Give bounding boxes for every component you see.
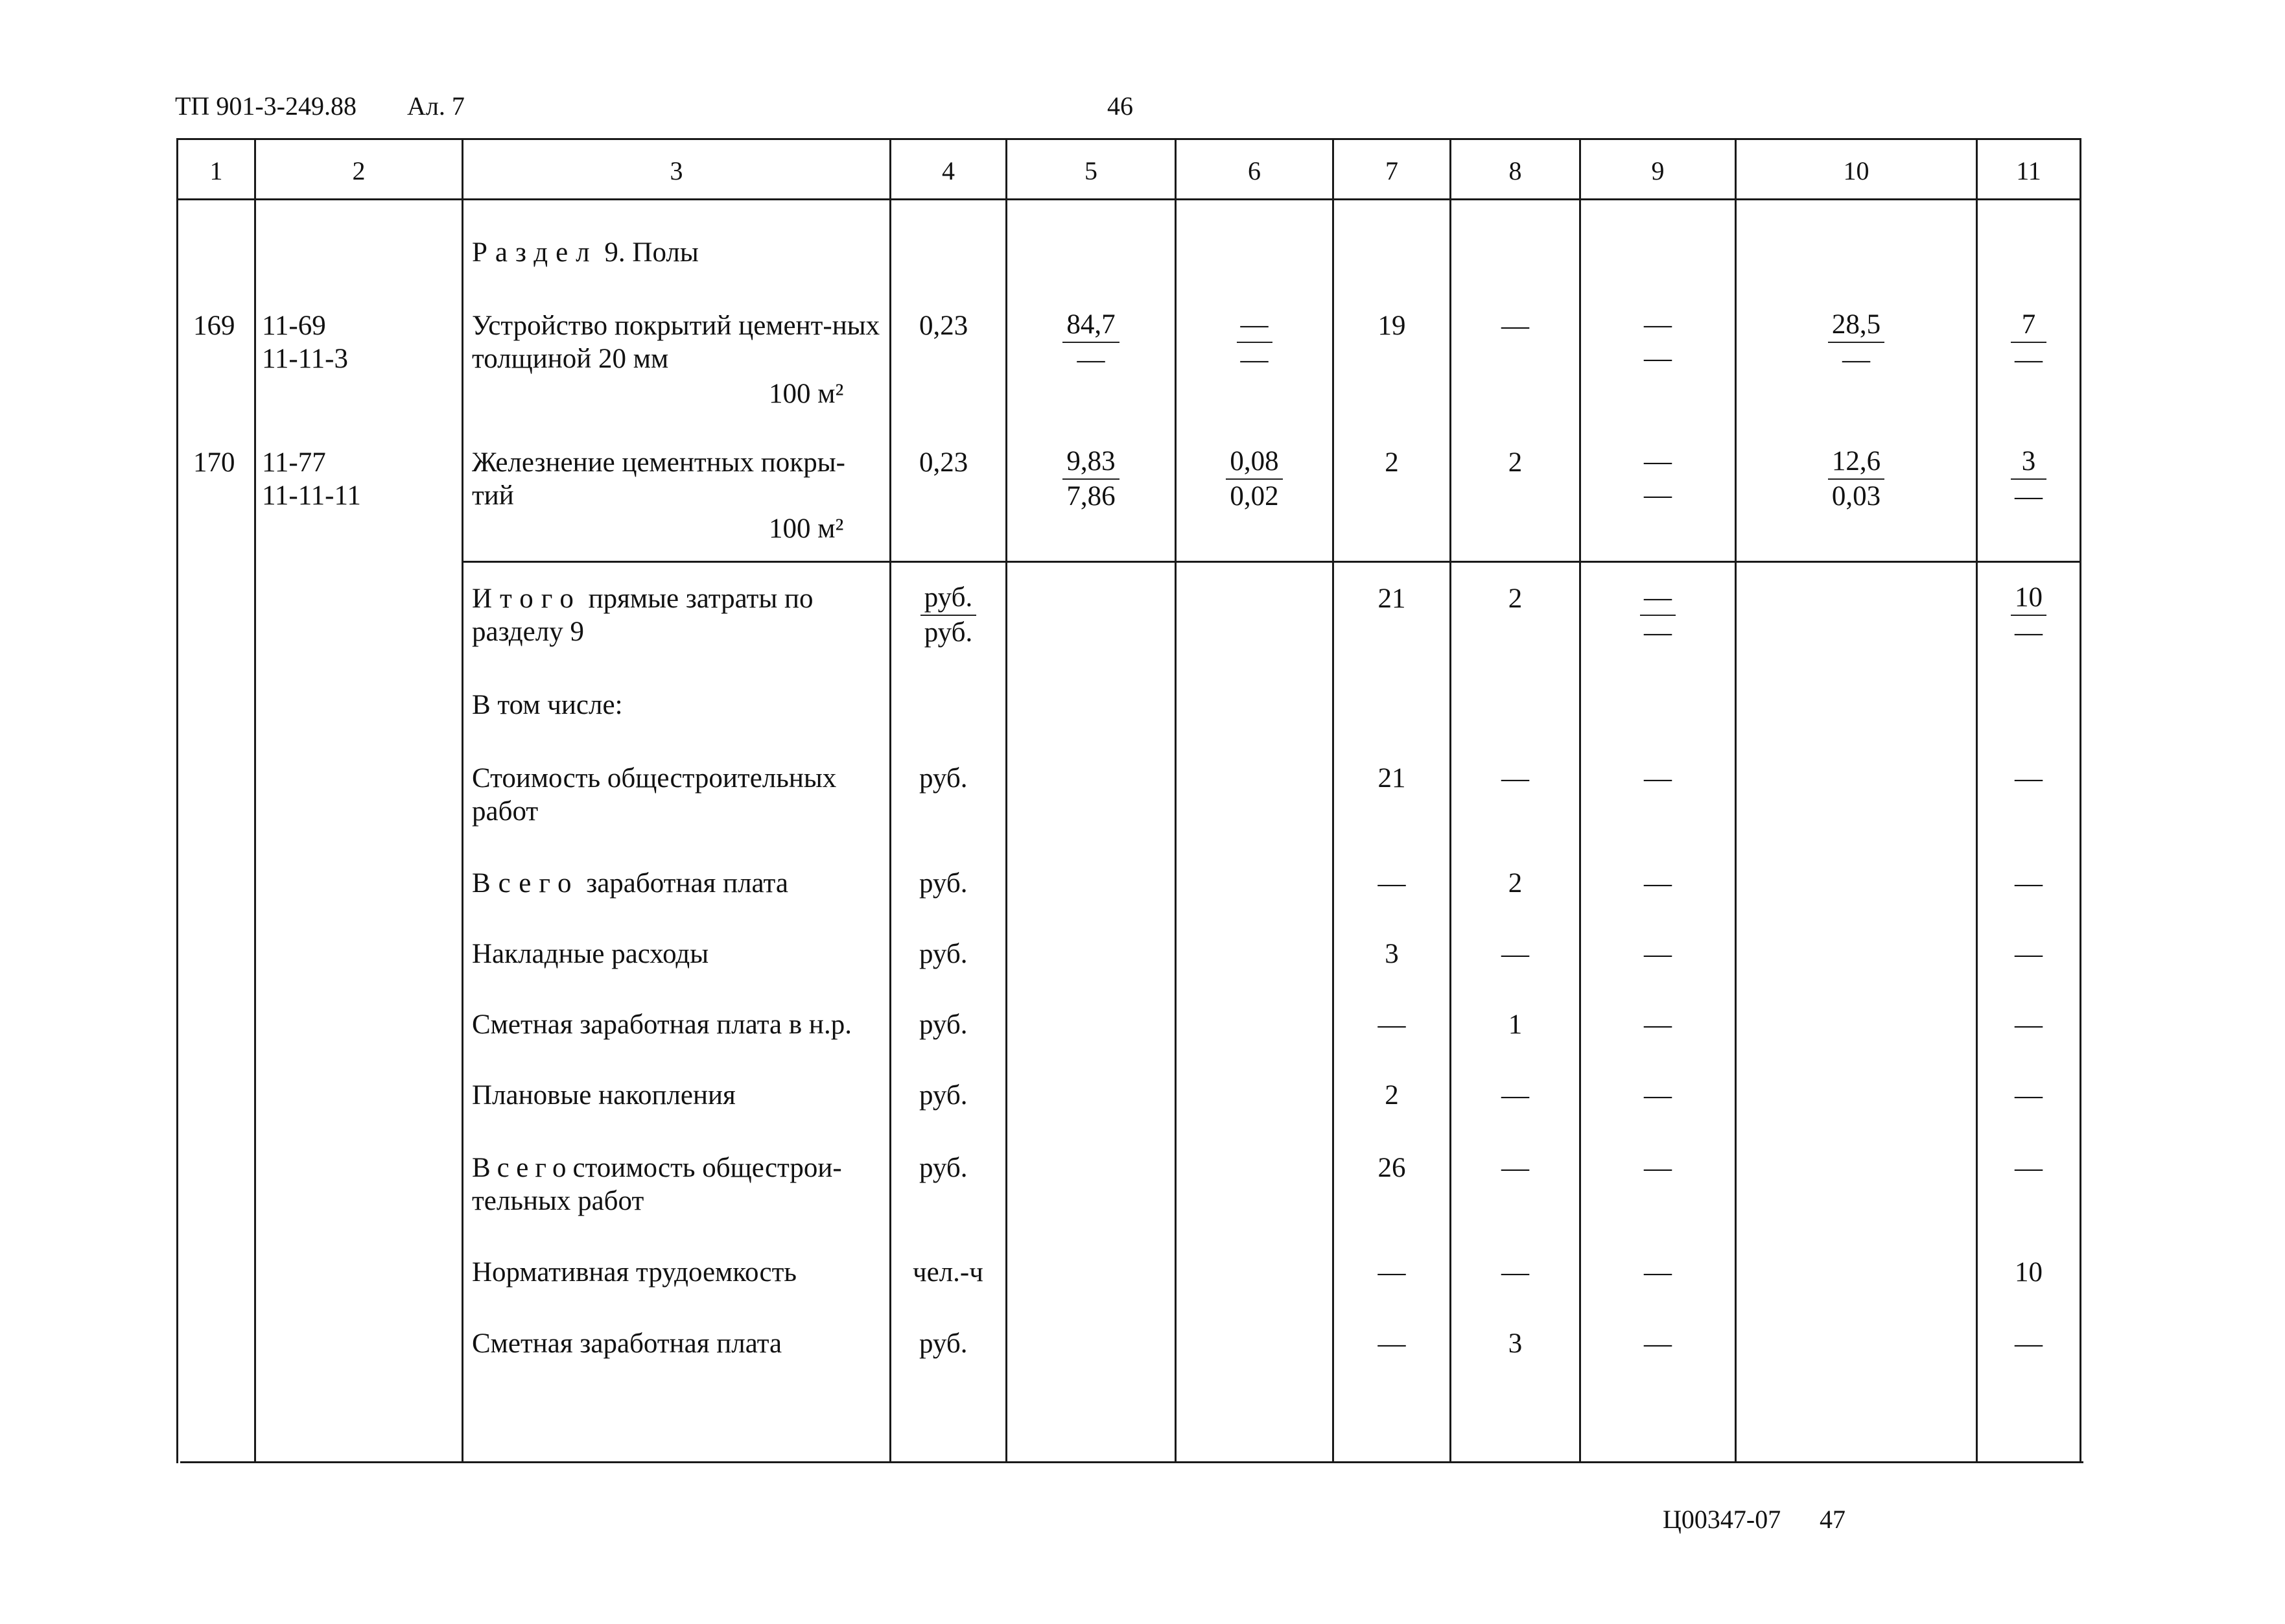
col9-value: — —	[1644, 309, 1672, 373]
total-label: Итого прямые затраты по	[472, 583, 814, 614]
col-header-2: 2	[352, 156, 366, 185]
summary-col7: —	[1377, 1257, 1406, 1288]
footer-code: Ц00347-07	[1663, 1505, 1781, 1534]
work-name: Железнение цементных покры-тий	[472, 447, 845, 511]
summary-col11: —	[2015, 1009, 2043, 1040]
unit: 100 м²	[769, 513, 844, 544]
total-col11: $\frac{10}{—}$	[1978, 581, 2080, 650]
summary-label: Сметная заработная плата в н.р.	[472, 1009, 852, 1040]
col10-value: $\frac{12,6}{0,03}$	[1737, 445, 1976, 513]
summary-col7: 26	[1377, 1153, 1406, 1183]
summary-label: Всегостоимость общестрои-	[472, 1153, 842, 1183]
col-header-8: 8	[1508, 156, 1522, 185]
summary-col8: —	[1501, 1153, 1529, 1183]
total-col8: 2	[1508, 583, 1523, 614]
summary-unit: руб.	[919, 1328, 968, 1359]
summary-label-line2: тельных работ	[472, 1186, 644, 1216]
unit: 100 м²	[769, 379, 844, 409]
summary-col11: —	[2015, 939, 2043, 969]
norm-code: 11-69	[262, 311, 326, 341]
col-header-9: 9	[1651, 156, 1665, 185]
summary-label: Плановые накопления	[472, 1080, 736, 1111]
summary-unit: руб.	[919, 1009, 968, 1040]
col-header-3: 3	[670, 156, 683, 185]
summary-unit: руб.	[919, 939, 968, 969]
summary-col9: —	[1644, 763, 1672, 794]
col11-value: $\frac{3}{—}$	[1978, 445, 2080, 513]
summary-col7: 21	[1377, 763, 1406, 794]
summary-col8: —	[1501, 939, 1529, 969]
summary-col9: —	[1644, 1328, 1672, 1359]
summary-col11: —	[2015, 763, 2043, 794]
summary-col9: —	[1644, 939, 1672, 969]
summary-col11: —	[2015, 1153, 2043, 1183]
work-name: Устройство покрытий цемент-ных толщиной 20 мм	[472, 311, 880, 374]
summary-col8: —	[1501, 763, 1529, 794]
including-label: В том числе:	[472, 690, 623, 720]
quantity: 0,23	[919, 447, 968, 478]
total-label-line2: разделу 9	[472, 617, 584, 647]
price-code: 11-11-3	[262, 344, 348, 374]
col5-value: $\frac{84,7}{—}$	[1007, 308, 1175, 377]
summary-col9: —	[1644, 1257, 1672, 1288]
summary-col7: —	[1377, 1009, 1406, 1040]
summary-label: Сметная заработная плата	[472, 1328, 782, 1359]
quantity: 0,23	[919, 311, 968, 341]
col10-value: $\frac{28,5}{—}$	[1737, 308, 1976, 377]
col11-value: $\frac{7}{—}$	[1978, 308, 2080, 377]
summary-unit: руб.	[919, 868, 968, 899]
col5-value: $\frac{9,83}{7,86}$	[1007, 445, 1175, 513]
section-title	[472, 236, 699, 269]
row-number: 169	[193, 311, 235, 341]
summary-col7: —	[1377, 868, 1406, 899]
summary-col7: 2	[1385, 1080, 1399, 1111]
summary-unit: руб.	[919, 1080, 968, 1111]
col-header-5: 5	[1084, 156, 1097, 185]
document-code: ТП 901-3-249.88	[175, 91, 357, 121]
album-label: Ал. 7	[407, 91, 465, 121]
summary-label: Всего заработная плата	[472, 868, 788, 899]
summary-unit: руб.	[919, 1153, 968, 1183]
col6-value: $\frac{—}{—}$	[1177, 308, 1332, 377]
summary-label: Накладные расходы	[472, 939, 709, 969]
summary-col7: 3	[1385, 939, 1399, 969]
summary-col8: 2	[1508, 868, 1523, 899]
summary-col9: —	[1644, 1080, 1672, 1111]
total-unit: $\frac{\text{руб.}}{\text{руб.}}$	[891, 581, 1005, 650]
price-code: 11-11-11	[262, 480, 361, 511]
summary-col11: —	[2015, 868, 2043, 899]
summary-col8: 3	[1508, 1328, 1523, 1359]
summary-col8: 1	[1508, 1009, 1523, 1040]
summary-col11: —	[2015, 1080, 2043, 1111]
summary-label-line2: работ	[472, 796, 539, 827]
summary-col8: —	[1501, 1257, 1529, 1288]
summary-unit: чел.-ч	[913, 1257, 983, 1288]
col-header-6: 6	[1248, 156, 1261, 185]
col-header-1: 1	[209, 156, 223, 185]
col8-value: 2	[1508, 447, 1523, 478]
summary-col9: —	[1644, 1009, 1672, 1040]
summary-label: Стоимость общестроительных	[472, 763, 837, 794]
col7-value: 19	[1377, 311, 1406, 341]
section-name: 9. Полы	[604, 237, 699, 268]
col9-value: — —	[1644, 446, 1672, 510]
col-header-10: 10	[1843, 156, 1869, 185]
summary-label: Нормативная трудоемкость	[472, 1257, 797, 1288]
col-header-11: 11	[2016, 156, 2041, 185]
summary-col9: —	[1644, 1153, 1672, 1183]
col-header-4: 4	[942, 156, 955, 185]
col-header-7: 7	[1385, 156, 1398, 185]
summary-col9: —	[1644, 868, 1672, 899]
col7-value: 2	[1385, 447, 1399, 478]
norm-code: 11-77	[262, 447, 326, 478]
page-number: 46	[1107, 91, 1133, 121]
footer-number: 47	[1820, 1505, 1846, 1534]
summary-col7: —	[1377, 1328, 1406, 1359]
summary-col11: 10	[2015, 1257, 2043, 1288]
section-word: Раздел	[472, 237, 598, 268]
summary-col8: —	[1501, 1080, 1529, 1111]
row-number: 170	[193, 447, 235, 478]
total-col7: 21	[1377, 583, 1406, 614]
summary-unit: руб.	[919, 763, 968, 794]
total-col9: $\frac{—}{—}$	[1581, 581, 1735, 650]
col8-value: —	[1501, 311, 1529, 341]
summary-col11: —	[2015, 1328, 2043, 1359]
col6-value: $\frac{0,08}{0,02}$	[1177, 445, 1332, 513]
